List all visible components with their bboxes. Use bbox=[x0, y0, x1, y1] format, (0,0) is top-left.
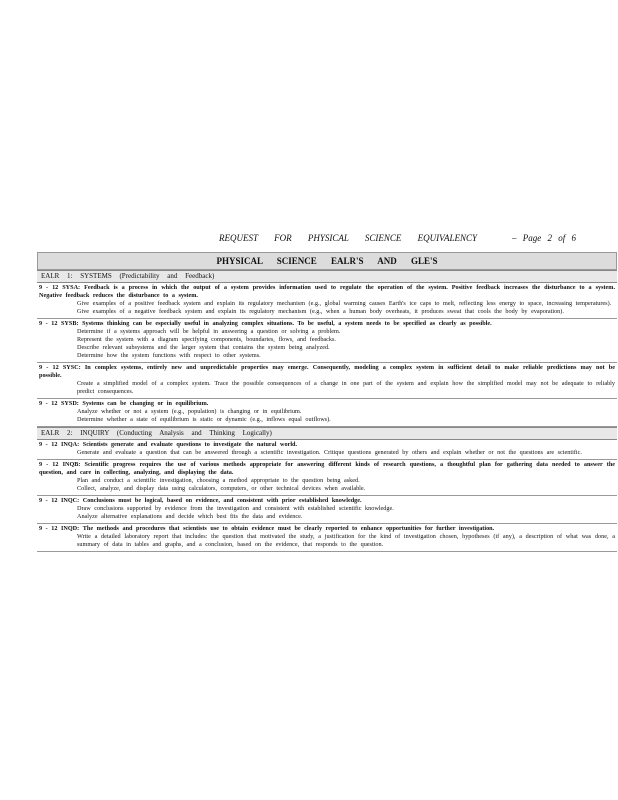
standard-inqa bbox=[37, 440, 617, 460]
standard-statement: Systems thinking can be especially useful in analyzing complex situations. To be useful, a system needs to be specified as clearly as possible. bbox=[82, 320, 492, 327]
list-item bbox=[39, 513, 615, 521]
list-item-text: Determine how the system functions with respect to other systems. bbox=[77, 352, 261, 359]
standard-inqd bbox=[37, 524, 617, 552]
list-item-text: Give examples of a negative feedback system and explain its regulatory mechanism (e.g., when a human body overheats, it produces sweat that cools the body by evaporation). bbox=[77, 308, 564, 315]
standard-statement: Scientific progress requires the use of various methods appropriate for answering different kinds of research questions, a thoughtful plan for gathering data needed to answer the question, and care in collecting, analyzing, and displaying the data. bbox=[39, 461, 616, 476]
list-item-text: Draw conclusions supported by evidence from the investigation and consistent with established scientific knowledge. bbox=[77, 505, 394, 512]
list-item bbox=[39, 533, 615, 549]
standard-code: 9 - 12 SYSC: bbox=[39, 364, 81, 371]
page-number: – Page 2 of 6 bbox=[512, 233, 576, 243]
standard-statement: Systems can be changing or in equilibrium. bbox=[82, 400, 209, 407]
standard-statement: Feedback is a process in which the output of a system provides information used to regulate the operation of the system. Positive feedback increases the disturbance to a system. Negative feedback reduces the disturbance to a system. bbox=[39, 284, 615, 299]
standards-table bbox=[37, 252, 617, 552]
list-item bbox=[39, 485, 615, 493]
standard-statement: The methods and procedures that scientists use to obtain evidence must be clearly reported to enhance opportunities for further investigation. bbox=[82, 525, 495, 532]
standard-code: 9 - 12 SYSA: bbox=[39, 284, 81, 291]
standard-code: 9 - 12 INQD: bbox=[39, 525, 80, 532]
list-item-text: Determine if a systems approach will be helpful in answering a question or solving a problem. bbox=[77, 328, 341, 335]
standard-inqb bbox=[37, 460, 617, 496]
standard-text bbox=[39, 284, 615, 300]
list-item bbox=[39, 416, 615, 424]
list-item-text: Plan and conduct a scientific investigation, choosing a method appropriate to the question being asked. bbox=[77, 477, 360, 484]
standard-text bbox=[39, 441, 615, 449]
list-item bbox=[39, 328, 615, 336]
standard-sysd bbox=[37, 399, 617, 427]
list-item-text: Determine whether a state of equilibrium is static or dynamic (e.g., inflows equal outflows). bbox=[77, 416, 331, 423]
list-item bbox=[39, 336, 615, 344]
standard-text bbox=[39, 525, 615, 533]
list-item bbox=[39, 344, 615, 352]
standard-sysb bbox=[37, 319, 617, 363]
standard-statement: Scientists generate and evaluate questions to investigate the natural world. bbox=[82, 441, 298, 448]
list-item-text: Analyze alternative explanations and decide which best fits the data and evidence. bbox=[77, 513, 303, 520]
list-item bbox=[39, 477, 615, 485]
list-item-text: Give examples of a positive feedback system and explain its regulatory mechanism (e.g., global warming causes Earth's ice caps to melt, reflecting less energy to space, increasing temperatures). bbox=[77, 300, 612, 307]
standard-code: 9 - 12 INQA: bbox=[39, 441, 80, 448]
list-item-text: Create a simplified model of a complex system. Trace the possible consequences of a change in one part of the system and explain how the simplified model may not be adequate to reliably predict consequences. bbox=[77, 380, 615, 395]
list-item-text: Collect, analyze, and display data using calculators, computers, or other technical devices when available. bbox=[77, 485, 366, 492]
list-item-text: Analyze whether or not a system (e.g., population) is changing or in equilibrium. bbox=[77, 408, 302, 415]
list-item bbox=[39, 300, 615, 308]
standard-code: 9 - 12 SYSB: bbox=[39, 320, 79, 327]
standard-code: 9 - 12 INQC: bbox=[39, 497, 80, 504]
ealr-1-heading: EALR 1: SYSTEMS (Predictability and Feedback) bbox=[37, 270, 617, 283]
list-item-text: Describe relevant subsystems and the larger system that contains the system being analyzed. bbox=[77, 344, 330, 351]
standard-inqc bbox=[37, 496, 617, 524]
standard-text bbox=[39, 320, 615, 328]
standard-text bbox=[39, 400, 615, 408]
standard-text bbox=[39, 461, 615, 477]
list-item bbox=[39, 308, 615, 316]
list-item bbox=[39, 380, 615, 396]
list-item-text: Write a detailed laboratory report that includes: the question that motivated the study, a justification for the kind of investigation chosen, hypotheses (if any), a description of what was done, a summary of data in tables and graphs, and a conclusion, based on the evidence, that responds to the question. bbox=[77, 533, 615, 548]
standard-statement: Conclusions must be logical, based on evidence, and consistent with prior established knowledge. bbox=[82, 497, 362, 504]
standard-sysa bbox=[37, 283, 617, 319]
standard-code: 9 - 12 SYSD: bbox=[39, 400, 79, 407]
standard-text bbox=[39, 364, 615, 380]
page-header bbox=[0, 233, 618, 247]
list-item bbox=[39, 352, 615, 360]
document-title: REQUEST FOR PHYSICAL SCIENCE EQUIVALENCY bbox=[219, 233, 478, 243]
list-item-text: Represent the system with a diagram specifying components, boundaries, flows, and feedbacks. bbox=[77, 336, 336, 343]
list-item-text: Generate and evaluate a question that can be answered through a scientific investigation. Critique questions generated by others and explain whether or not the questions are scientific. bbox=[77, 449, 582, 456]
list-item bbox=[39, 505, 615, 513]
standard-sysc bbox=[37, 363, 617, 399]
table-title: PHYSICAL SCIENCE EALR'S AND GLE'S bbox=[37, 252, 617, 270]
standard-statement: In complex systems, entirely new and unpredictable properties may emerge. Consequently, modeling a complex system in sufficient detail to make reliable predictions may not be possible. bbox=[39, 364, 615, 379]
list-item bbox=[39, 449, 615, 457]
ealr-2-heading: EALR 2: INQUIRY (Conducting Analysis and Thinking Logically) bbox=[37, 427, 617, 440]
list-item bbox=[39, 408, 615, 416]
standard-text bbox=[39, 497, 615, 505]
standard-code: 9 - 12 INQB: bbox=[39, 461, 81, 468]
